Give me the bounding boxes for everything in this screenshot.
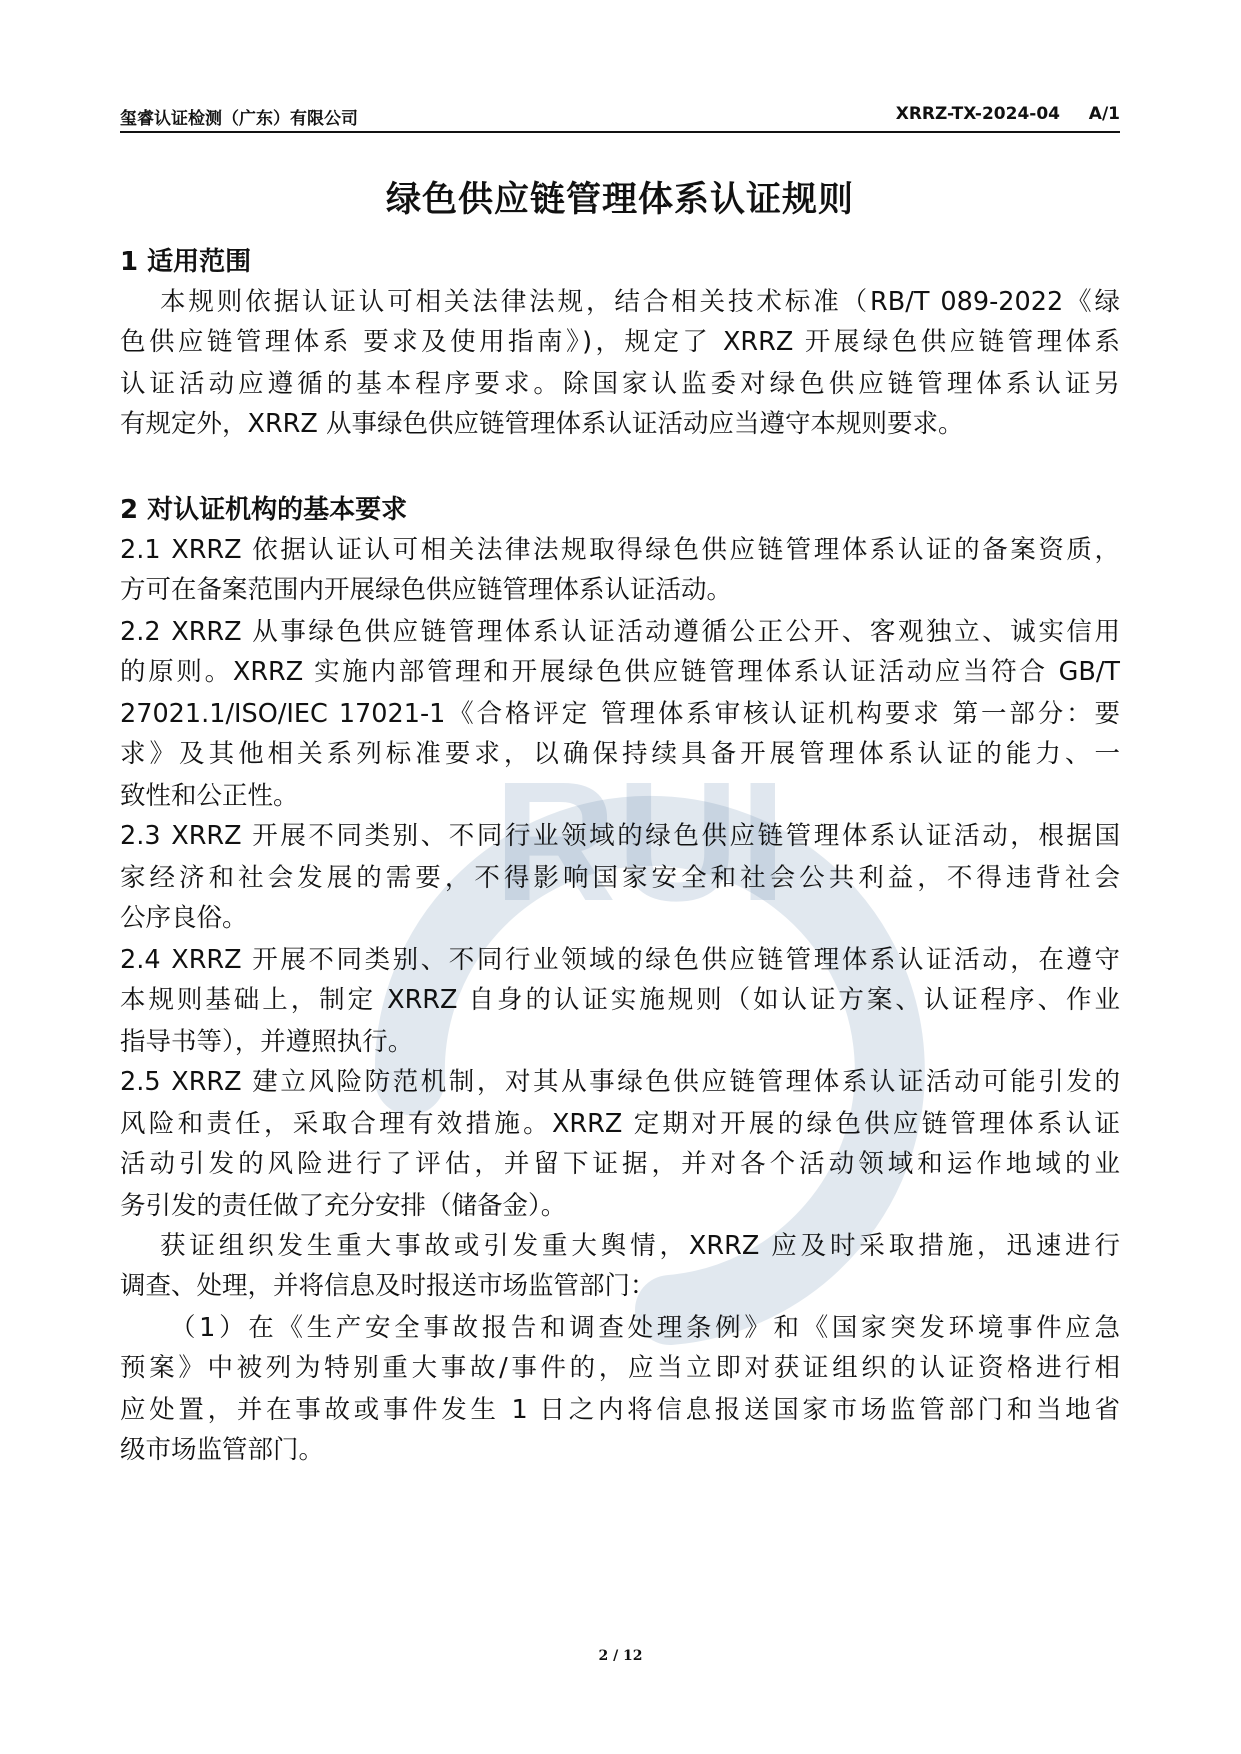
paragraph-line: 的原则。XRRZ 实施内部管理和开展绿色供应链管理体系认证活动应当符合 GB/T: [120, 657, 1120, 687]
paragraph-line: 2.3 XRRZ 开展不同类别、不同行业领域的绿色供应链管理体系认证活动，根据国: [120, 821, 1120, 851]
paragraph-line: 2.5 XRRZ 建立风险防范机制，对其从事绿色供应链管理体系认证活动可能引发的: [120, 1067, 1120, 1097]
paragraph-line: 获证组织发生重大事故或引发重大舆情，XRRZ 应及时采取措施，迅速进行: [160, 1231, 1120, 1261]
paragraph-line: 本规则基础上，制定 XRRZ 自身的认证实施规则（如认证方案、认证程序、作业: [120, 985, 1120, 1015]
document-title: 绿色供应链管理体系认证规则: [385, 180, 854, 220]
document-code: XRRZ-TX-2024-04: [895, 104, 1060, 124]
paragraph-line: 2.1 XRRZ 依据认证认可相关法律法规取得绿色供应链管理体系认证的备案资质，: [120, 535, 1120, 565]
paragraph-line: 活动引发的风险进行了评估，并留下证据，并对各个活动领域和运作地域的业: [120, 1149, 1120, 1179]
paragraph-line: 认证活动应遵循的基本程序要求。除国家认监委对绿色供应链管理体系认证另: [120, 369, 1120, 399]
paragraph-line: 公序良俗。: [120, 903, 248, 933]
paragraph-line: 2.4 XRRZ 开展不同类别、不同行业领域的绿色供应链管理体系认证活动，在遵守: [120, 945, 1120, 975]
section-heading-requirements: 2 对认证机构的基本要求: [120, 495, 408, 525]
paragraph-line: 家经济和社会发展的需要，不得影响国家安全和社会公共利益，不得违背社会: [120, 863, 1120, 893]
page-number: 2 / 12: [598, 1648, 643, 1664]
paragraph-line: 2.2 XRRZ 从事绿色供应链管理体系认证活动遵循公正公开、客观独立、诚实信用: [120, 617, 1120, 647]
paragraph-line: 本规则依据认证认可相关法律法规，结合相关技术标准（RB/T 089-2022《绿: [160, 287, 1120, 317]
paragraph-line: 务引发的责任做了充分安排（储备金）。: [120, 1191, 567, 1221]
paragraph-line: 指导书等），并遵照执行。: [120, 1027, 414, 1057]
paragraph-line: 有规定外，XRRZ 从事绿色供应链管理体系认证活动应当遵守本规则要求。: [120, 409, 964, 439]
paragraph-line: 方可在备案范围内开展绿色供应链管理体系认证活动。: [120, 575, 733, 605]
paragraph-line: 应处置，并在事故或事件发生 1 日之内将信息报送国家市场监管部门和当地省: [120, 1395, 1120, 1425]
paragraph-line: （1）在《生产安全事故报告和调查处理条例》和《国家突发环境事件应急: [170, 1313, 1120, 1343]
revision-label: A/1: [1088, 104, 1120, 124]
paragraph-line: 调查、处理，并将信息及时报送市场监管部门：: [120, 1271, 656, 1301]
header-divider: [120, 131, 1120, 133]
paragraph-line: 预案》中被列为特别重大事故/事件的，应当立即对获证组织的认证资格进行相: [120, 1353, 1120, 1383]
paragraph-line: 色供应链管理体系 要求及使用指南》)，规定了 XRRZ 开展绿色供应链管理体系: [120, 327, 1120, 357]
paragraph-line: 求》及其他相关系列标准要求，以确保持续具备开展管理体系认证的能力、一: [120, 739, 1120, 769]
watermark-text: RUI: [493, 750, 787, 937]
page-header: [120, 100, 1120, 130]
paragraph-line: 27021.1/ISO/IEC 17021-1《合格评定 管理体系审核认证机构要求 第一部分：要: [120, 699, 1120, 729]
company-name: 玺睿认证检测（广东）有限公司: [120, 109, 358, 129]
section-heading-scope: 1 适用范围: [120, 247, 252, 277]
paragraph-line: 致性和公正性。: [120, 781, 299, 811]
paragraph-line: 风险和责任，采取合理有效措施。XRRZ 定期对开展的绿色供应链管理体系认证: [120, 1109, 1120, 1139]
paragraph-line: 级市场监管部门。: [120, 1435, 325, 1465]
